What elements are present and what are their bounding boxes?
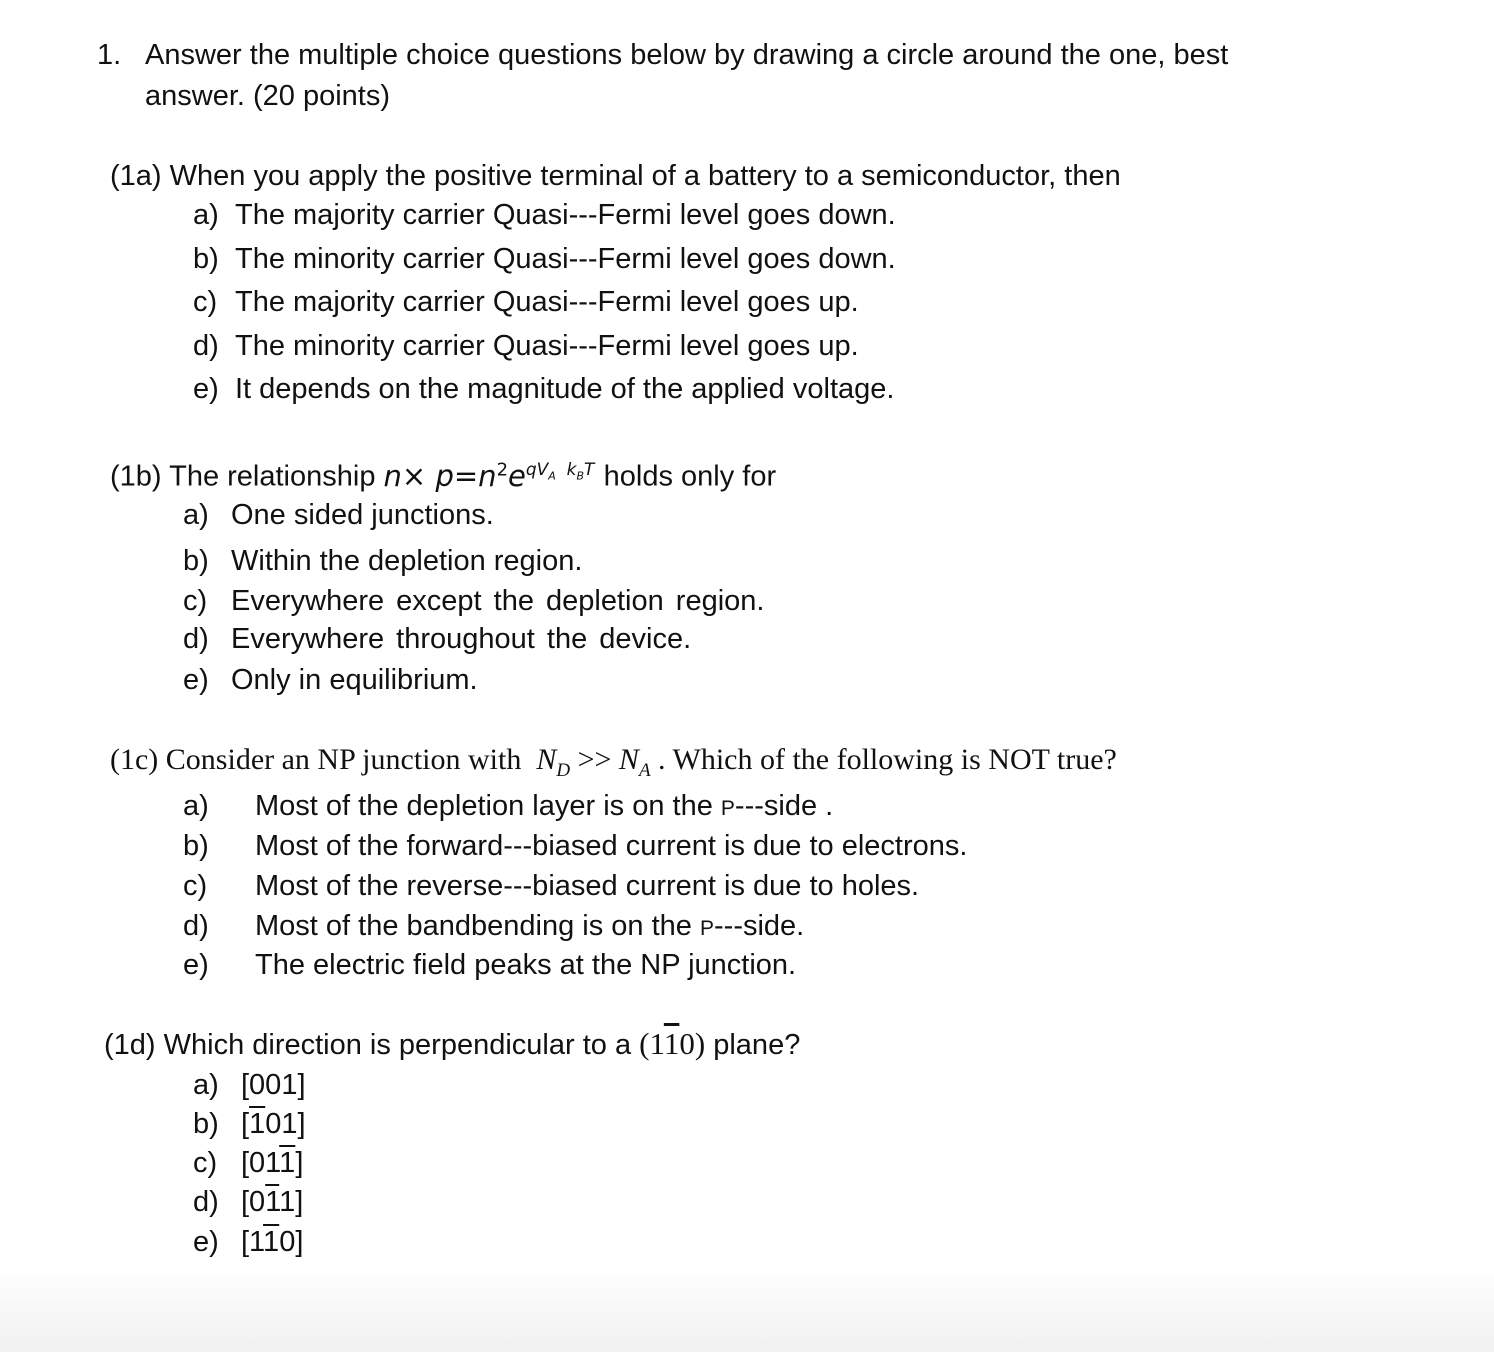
q1c-option-b: b) Most of the forward---biased current is due to electrons. <box>183 830 968 862</box>
q1d-option-e: e) [110] <box>193 1226 304 1258</box>
option-text: Everywhere throughout the device. <box>231 623 692 655</box>
option-label: c) <box>193 1147 218 1179</box>
option-text: Within the depletion region. <box>231 545 583 577</box>
q1c-option-c: c) Most of the reverse---biased current is due to holes. <box>183 870 920 902</box>
question-instructions-line2: answer. (20 points) <box>145 80 391 112</box>
option-label: c) <box>183 585 208 617</box>
q1d-option-b: b) [101] <box>193 1108 306 1140</box>
q1d-plane: (110) <box>639 1026 706 1061</box>
option-label: a) <box>183 499 209 531</box>
option-label: b) <box>183 545 209 577</box>
q1d-suffix: plane? <box>713 1029 801 1061</box>
option-label: c) <box>183 870 208 902</box>
q1a-option-e <box>193 372 894 406</box>
option-label: b) <box>183 830 209 862</box>
option-text: The minority carrier Quasi---Fermi level goes down. <box>235 243 896 275</box>
option-label: e) <box>193 1226 219 1258</box>
option-label: b) <box>193 1108 219 1140</box>
option-text: The majority carrier Quasi---Fermi level goes up. <box>235 286 859 318</box>
q1c-option-a: a) Most of the depletion layer is on the P---side . <box>183 790 834 822</box>
q1c-prompt: (1c) Consider an NP junction with $N_D >> N_A$ . Which of the following is NOT true? <box>110 743 1117 781</box>
option-label: a) <box>193 1069 219 1101</box>
question-number: 1. <box>97 39 122 71</box>
q1a-option-a <box>193 198 896 232</box>
q1b-option-e <box>183 663 478 697</box>
option-label: b) <box>193 243 219 275</box>
q1b-option-a <box>183 498 494 532</box>
option-text: Everywhere except the depletion region. <box>231 585 765 617</box>
option-label: a) <box>183 790 209 822</box>
page-bottom-shadow <box>0 1262 1494 1352</box>
option-label: d) <box>183 623 209 655</box>
q1d-option-d: d) [011] <box>193 1186 304 1218</box>
q1c-prefix: (1c) Consider an NP junction with <box>110 743 522 776</box>
option-text: The majority carrier Quasi---Fermi level goes down. <box>235 199 896 231</box>
q1a-option-b <box>193 242 896 276</box>
option-label: d) <box>193 330 219 362</box>
option-label: e) <box>183 949 209 981</box>
option-text: It depends on the magnitude of the applied voltage. <box>235 373 895 405</box>
q1b-option-c <box>183 584 764 618</box>
q1c-option-e: e) The electric field peaks at the NP junction. <box>183 949 797 981</box>
q1a-option-c <box>193 285 859 319</box>
q1b-option-d <box>183 622 691 656</box>
option-label: e) <box>183 664 209 696</box>
question-instructions-line1: Answer the multiple choice questions below by drawing a circle around the one, best <box>145 39 1229 71</box>
q1c-option-d: d) Most of the bandbending is on the P---side. <box>183 910 805 942</box>
q1a-option-d <box>193 329 859 363</box>
option-label: c) <box>193 286 218 318</box>
option-text: One sided junctions. <box>231 499 494 531</box>
option-text: Only in equilibrium. <box>231 664 478 696</box>
q1b-suffix: holds only for <box>603 460 777 493</box>
q1c-suffix: . Which of the following is NOT true? <box>658 743 1117 776</box>
option-label: d) <box>183 910 209 942</box>
option-label: e) <box>193 373 219 405</box>
q1b-formula: $n\times p=n^2e^{qV_A k_BT}$ <box>383 458 595 493</box>
q1b-prompt <box>110 453 776 494</box>
q1d-prefix: (1d) Which direction is perpendicular to a <box>104 1029 632 1061</box>
q1d-option-c: c) [011] <box>193 1147 304 1179</box>
option-text: The minority carrier Quasi---Fermi level goes up. <box>235 330 859 362</box>
option-label: d) <box>193 1186 219 1218</box>
q1b-prefix: (1b) The relationship <box>110 460 376 493</box>
q1d-option-a: a) [001] <box>193 1069 306 1101</box>
q1d-prompt <box>104 1027 800 1062</box>
option-label: a) <box>193 199 219 231</box>
q1b-option-b <box>183 544 582 578</box>
q1a-prompt: (1a) When you apply the positive terminal of a battery to a semiconductor, then <box>110 160 1121 192</box>
